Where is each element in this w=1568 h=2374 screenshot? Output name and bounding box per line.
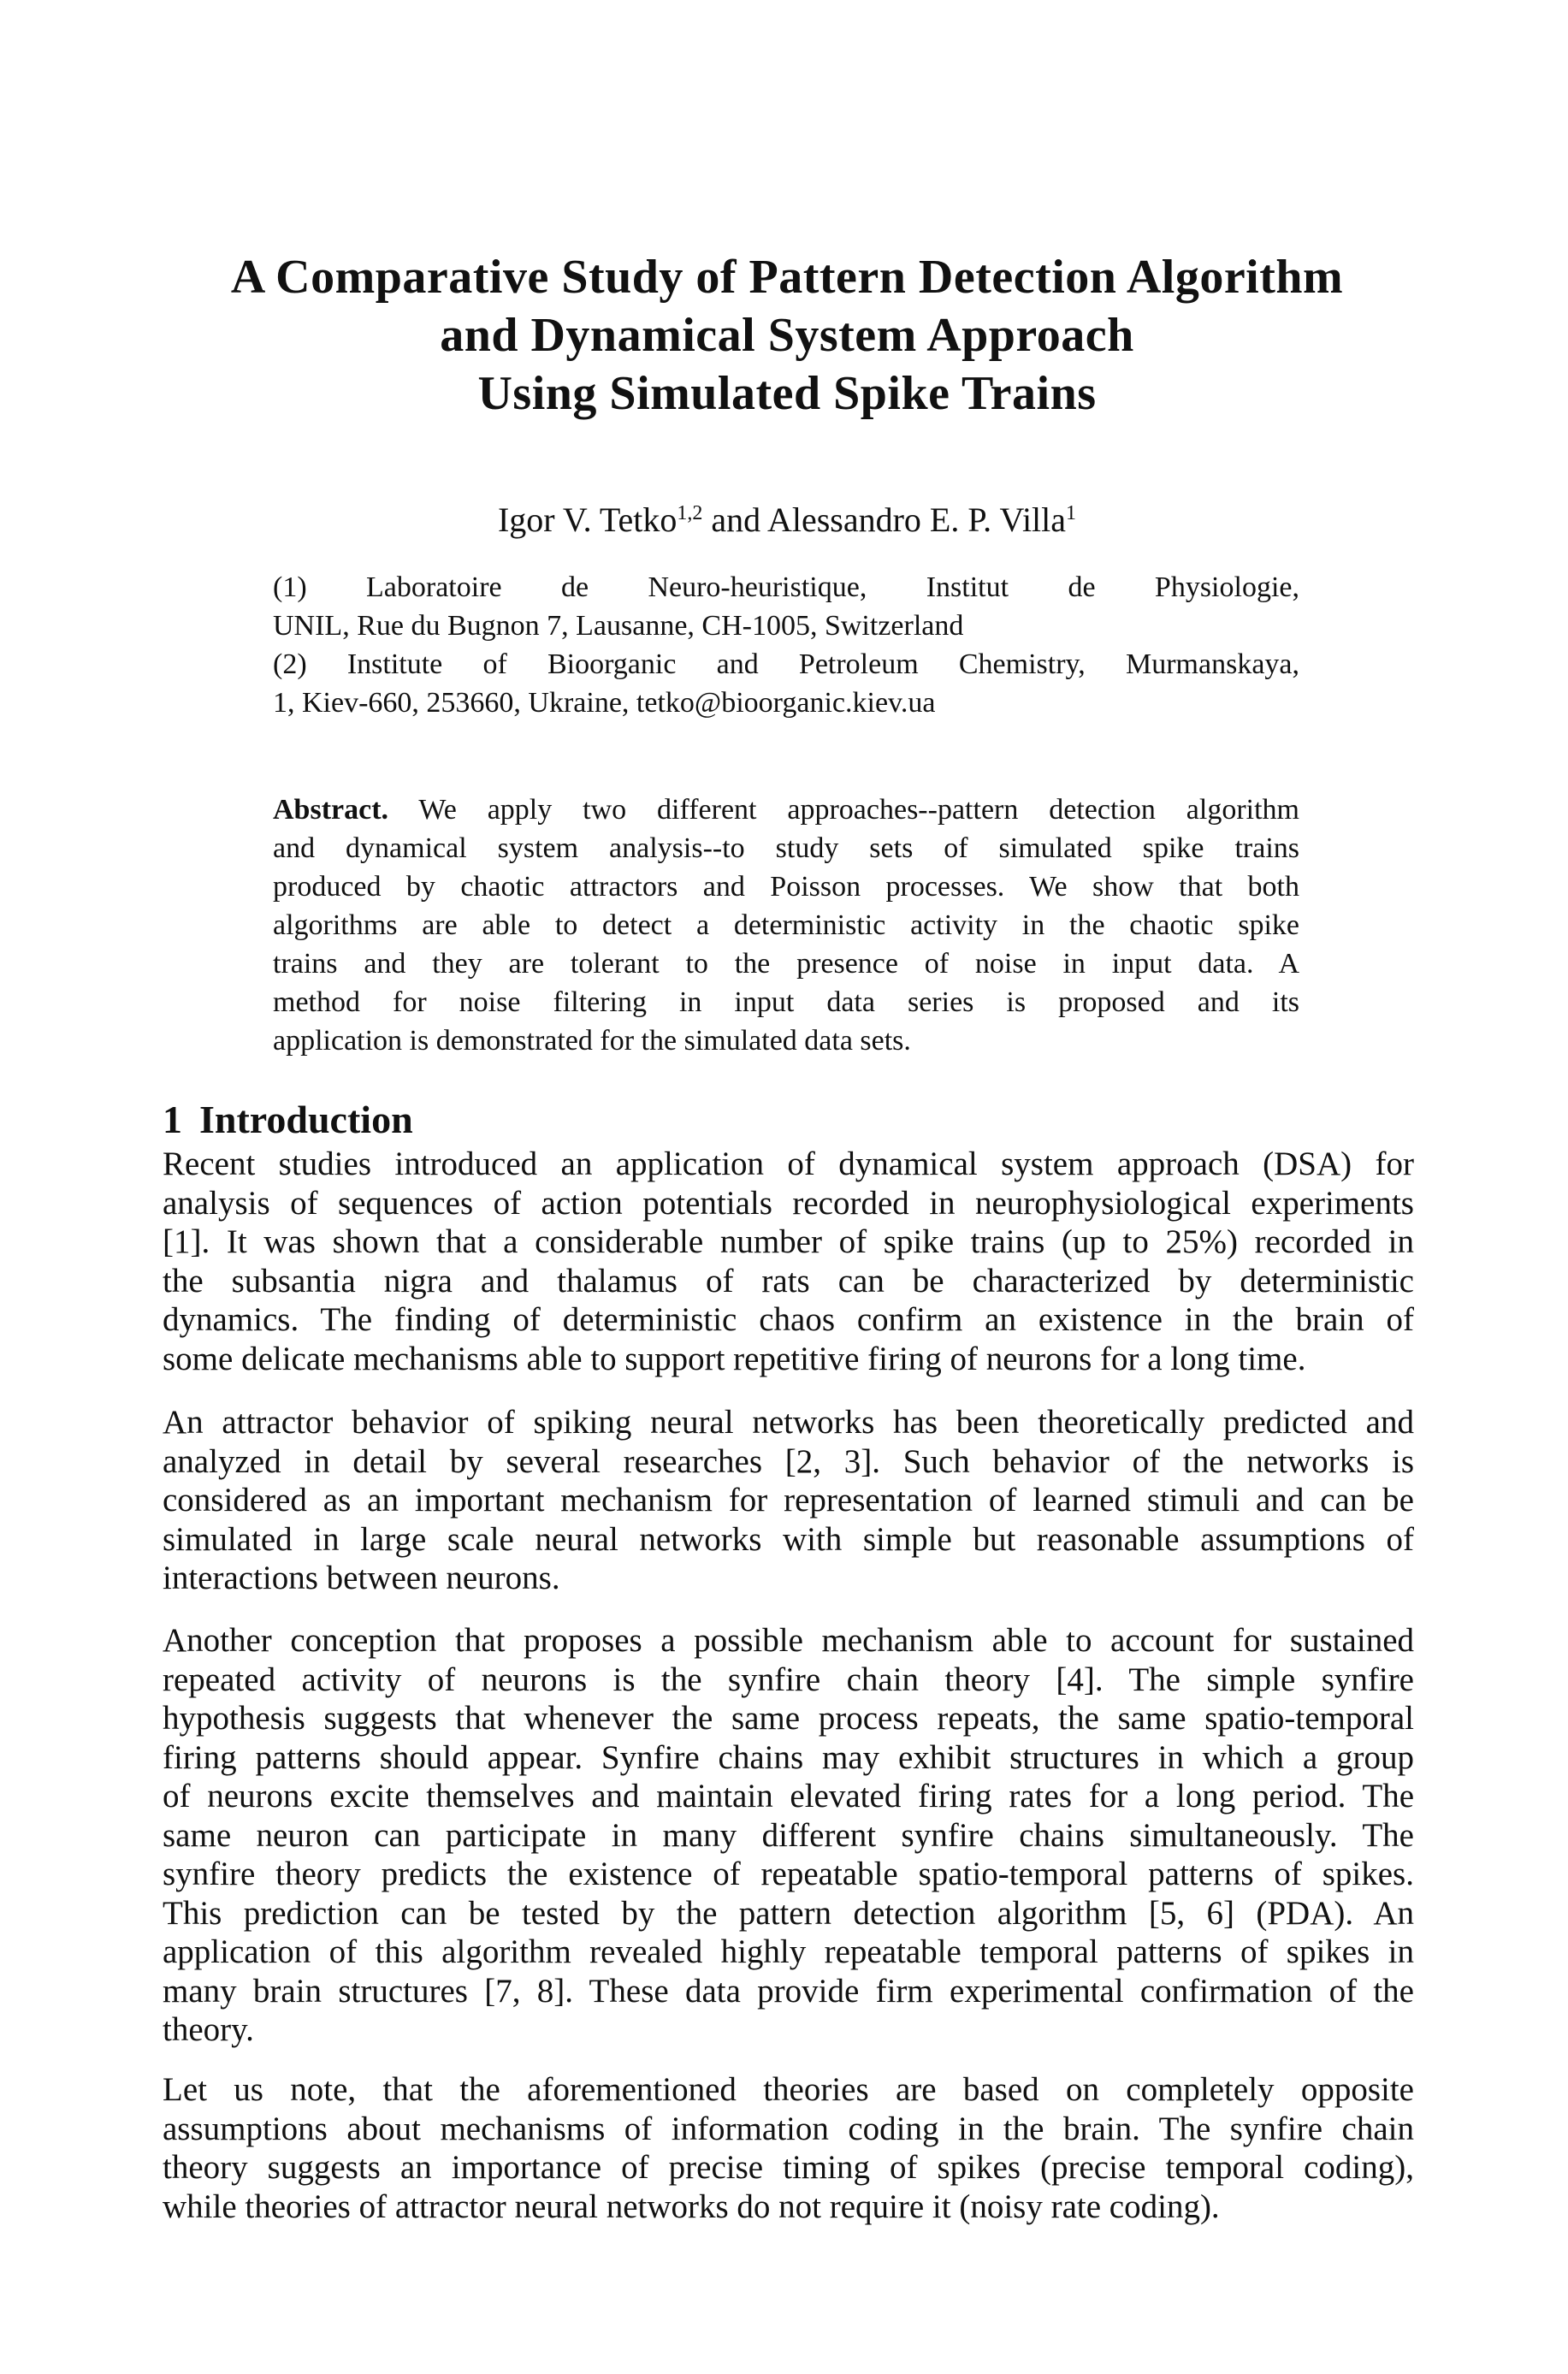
affiliation-line: 1, Kiev-660, 253660, Ukraine, tetko@bioorganic.kiev.ua [273, 687, 936, 719]
text-line: while theories of attractor neural networks do not require it (noisy rate coding). [163, 2188, 1220, 2225]
author-name: Alessandro E. P. Villa [766, 500, 1067, 539]
paragraph [163, 1145, 1414, 1378]
affiliations [273, 568, 1299, 722]
text-line: considered as an important mechanism for representation of learned stimuli and can be [163, 1482, 1414, 1519]
author-name: Igor V. Tetko [497, 500, 677, 539]
text-line: of neurons excite themselves and maintain elevated firing rates for a long period. The [163, 1778, 1414, 1815]
text-line: same neuron can participate in many different synfire chains simultaneously. The [163, 1816, 1414, 1854]
text-line: theory. [163, 2011, 254, 2048]
affiliation-marker: 1 [1066, 502, 1077, 524]
title-line: Using Simulated Spike Trains [477, 367, 1097, 420]
text-line: dynamics. The finding of deterministic chaos confirm an existence in the brain of [163, 1301, 1414, 1338]
text-line: simulated in large scale neural networks with simple but reasonable assumptions of [163, 1520, 1414, 1558]
text-line: synfire theory predicts the existence of repeatable spatio-temporal patterns of spikes. [163, 1856, 1414, 1892]
author-list [257, 500, 1317, 541]
abstract-line: and dynamical system analysis--to study sets of simulated spike trains [273, 832, 1299, 864]
text-line: hypothesis suggests that whenever the same process repeats, the same spatio-temporal [163, 1700, 1414, 1737]
section-heading [163, 1095, 413, 1145]
text-line: analysis of sequences of action potentials recorded in neurophysiological experiments [163, 1184, 1414, 1222]
author-conjunction: and [711, 500, 761, 539]
section-title: Introduction [199, 1098, 413, 1141]
text-line: many brain structures [7, 8]. These data provide firm experimental confirmation of the [163, 1972, 1414, 2010]
abstract-line [273, 790, 1299, 829]
text-line: Another conception that proposes a possible mechanism able to account for sustained [163, 1622, 1414, 1659]
text-line: Recent studies introduced an application of dynamical system approach (DSA) for [163, 1146, 1414, 1182]
abstract [273, 790, 1299, 1060]
abstract-text: We apply two different approaches--pattern detection algorithm [418, 794, 1299, 826]
affiliation-line: (2) Institute of Bioorganic and Petroleum Chemistry, Murmanskaya, [273, 648, 1299, 680]
text-line: some delicate mechanisms able to support repetitive firing of neurons for a long time. [163, 1340, 1306, 1377]
text-line: firing patterns should appear. Synfire chains may exhibit structures in which a group [163, 1738, 1414, 1776]
text-line: analyzed in detail by several researches [2, 3]. Such behavior of the networks is [163, 1442, 1414, 1480]
text-line: An attractor behavior of spiking neural networks has been theoretically predicted and [163, 1404, 1414, 1441]
abstract-line: method for noise filtering in input data series is proposed and its [273, 986, 1299, 1018]
section-number: 1 [163, 1098, 182, 1141]
text-line: assumptions about mechanisms of information coding in the brain. The synfire chain [163, 2110, 1414, 2147]
affiliation-line: (1) Laboratoire de Neuro-heuristique, Institut de Physiologie, [273, 571, 1299, 603]
text-line: application of this algorithm revealed highly repeatable temporal patterns of spikes in [163, 1933, 1414, 1970]
paragraph [163, 1403, 1414, 1598]
title-line: A Comparative Study of Pattern Detection Algorithm [230, 251, 1344, 304]
text-line: the subsantia nigra and thalamus of rats can be characterized by deterministic [163, 1262, 1414, 1299]
text-line: interactions between neurons. [163, 1560, 560, 1596]
affiliation-marker: 1,2 [677, 502, 703, 524]
paragraph [163, 2070, 1414, 2226]
text-line: [1]. It was shown that a considerable number of spike trains (up to 25%) recorded in [163, 1223, 1414, 1260]
paper-title [154, 248, 1420, 423]
text-line: Let us note, that the aforementioned theories are based on completely opposite [163, 2071, 1414, 2108]
abstract-label: Abstract. [273, 794, 389, 826]
abstract-line: application is demonstrated for the simulated data sets. [273, 1025, 911, 1057]
abstract-line: trains and they are tolerant to the presence of noise in input data. A [273, 948, 1299, 980]
abstract-line: produced by chaotic attractors and Poisson processes. We show that both [273, 871, 1299, 903]
text-line: repeated activity of neurons is the synfire chain theory [4]. The simple synfire [163, 1661, 1414, 1698]
affiliation-line: UNIL, Rue du Bugnon 7, Lausanne, CH-1005, Switzerland [273, 610, 964, 642]
text-line: This prediction can be tested by the pattern detection algorithm [5, 6] (PDA). An [163, 1894, 1414, 1932]
paragraph [163, 1621, 1414, 2050]
title-line: and Dynamical System Approach [440, 309, 1134, 362]
abstract-line: algorithms are able to detect a deterministic activity in the chaotic spike [273, 909, 1299, 941]
text-line: theory suggests an importance of precise timing of spikes (precise temporal coding), [163, 2149, 1414, 2186]
